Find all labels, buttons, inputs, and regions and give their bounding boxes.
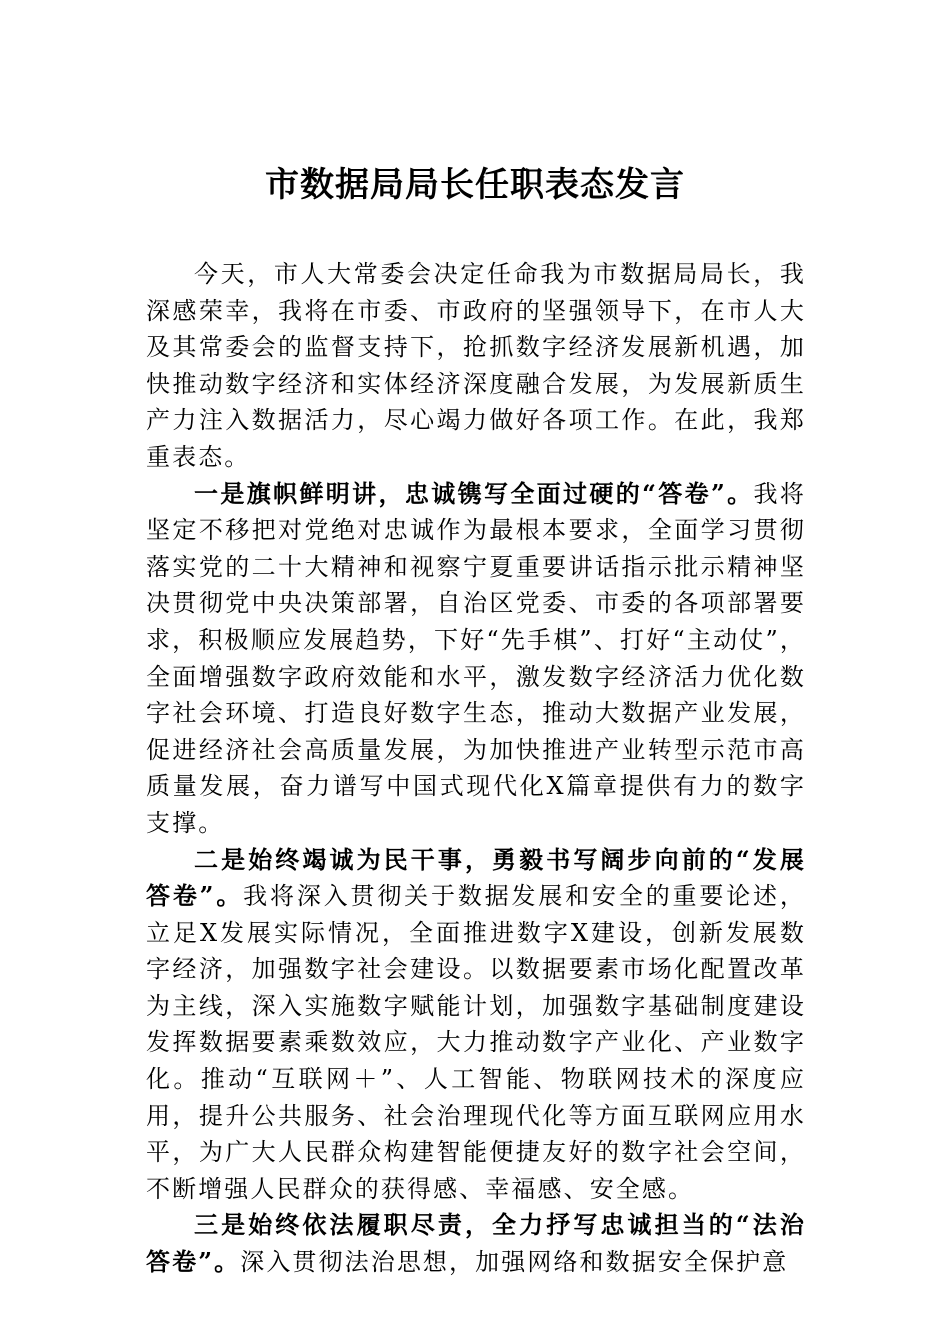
paragraph-intro <box>146 256 806 476</box>
paragraph-point-one <box>146 476 806 842</box>
paragraph-text: 今天，市人大常委会决定任命我为市数据局局长，我深感荣幸，我将在市委、市政府的坚强领导下，在市人大及其常委会的监督支持下，抢抓数字经济发展新机遇，加快推动数字经济和实体经济深度融合发展，为发展新质生产力注入数据活力，尽心竭力做好各项工作。在此，我郑重表态。 <box>146 260 806 471</box>
document-body <box>146 256 806 1281</box>
paragraph-text: 我将坚定不移把对党绝对忠诚作为最根本要求，全面学习贯彻落实党的二十大精神和视察宁夏重要讲话指示批示精神坚决贯彻党中央决策部署，自治区党委、市委的各项部署要求，积极顺应发展趋势，下好“先手棋”、打好“主动仗”，全面增强数字政府效能和水平，激发数字经济活力优化数字社会环境、打造良好数字生态，推动大数据产业发展，促进经济社会高质量发展，为加快推进产业转型示范市高质量发展，奋力谱写中国式现代化X篇章提供有力的数字支撑。 <box>146 479 807 837</box>
paragraph-lead: 一是旗帜鲜明讲，忠诚镌写全面过硬的“答卷”。 <box>194 478 754 508</box>
document-title: 市数据局局长任职表态发言 <box>265 165 685 205</box>
paragraph-lead: 三是始终依法履职尽责，全力抒写忠诚担当的“法治答卷”。 <box>146 1210 806 1277</box>
paragraph-lead: 二是始终竭诚为民干事，勇毅书写阔步向前的“发展答卷”。 <box>146 844 806 911</box>
paragraph-point-three <box>146 1207 806 1280</box>
paragraph-text: 深入贯彻法治思想，加强网络和数据安全保护意 <box>240 1248 789 1277</box>
paragraph-text: 我将深入贯彻关于数据发展和安全的重要论述，立足X发展实际情况，全面推进数字X建设，创新发展数字经济，加强数字社会建设。以数据要素市场化配置改革为主线，深入实施数字赋能计划，加强数字基础制度建设发挥数据要素乘数效应，大力推动数字产业化、产业数字化。推动“互联网＋”、人工智能、物联网技术的深度应用，提升公共服务、社会治理现代化等方面互联网应用水平，为广大人民群众构建智能便捷友好的数字社会空间，不断增强人民群众的获得感、幸福感、安全感。 <box>146 882 806 1203</box>
paragraph-point-two <box>146 842 806 1208</box>
